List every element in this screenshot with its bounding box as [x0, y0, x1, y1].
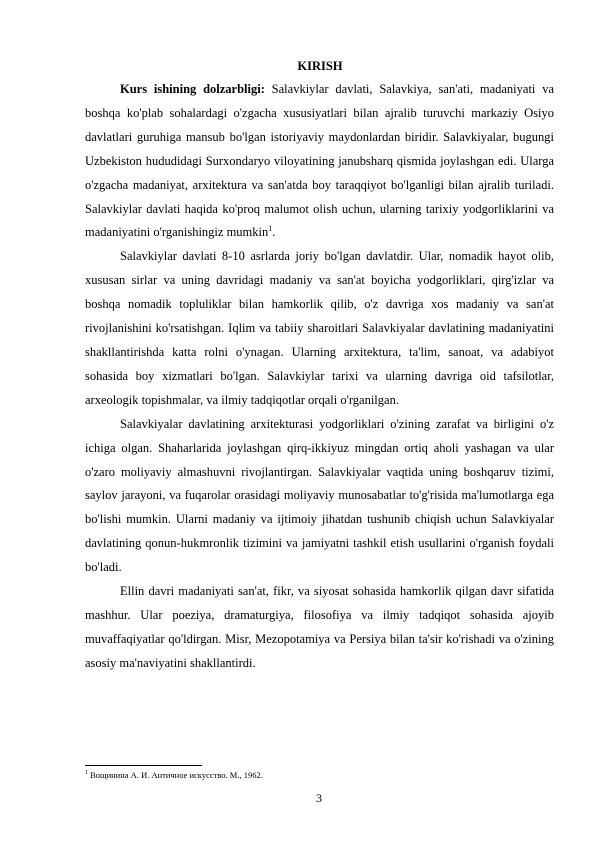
paragraph-hellenistic: Ellin davri madaniyati san'at, fikr, va siyosat sohasida hamkorlik qilgan davr sifatida mashhur. Ular poeziya, dramaturgiya, filosofiya va ilmiy tadqiqot sohasida ajoyib muvaffaqiyatlar qo'ldirgan. Misr, Mezopotamiya va Persiya bilan ta'sir ko'rishadi va o'zining asosiy ma'naviyatini shakllantirdi.: [85, 584, 554, 670]
page-number: 3: [316, 791, 322, 805]
footnote: [85, 770, 554, 781]
paragraph-text: Salavkiylar davlati, Salavkiya, san'ati, madaniyati va boshqa ko'plab sohalardagi o'zgacha xususiyatlari bilan ajralib turuvchi markaziy Osiyo davlatlari guruhiga mansub bo'lgan istoriyaviy maydonlardan biridir. Salavkiyalar, bugungi Uzbekiston hududidagi Surxondaryo viloyatining janubsharq qismida joylashgan edi. Ularga o'zgacha madaniyat, arxitektura va san'atda boy taraqqiyot bo'lganligi bilan ajralib turiladi. Salavkiylar davlati haqida ko'proq malumot olish uchun, ularning tarixiy yodgorliklarini va madaniyatini o'rganishingiz mumkin: [85, 82, 554, 240]
paragraph-relevance: [85, 78, 554, 245]
footnote-number: 1: [85, 770, 88, 777]
paragraph-history: Salavkiylar davlati 8-10 asrlarda joriy bo'lgan davlatdir. Ular, nomadik hayot olib, xususan sirlar va uning davridagi madaniy va san'at boyicha yodgorliklari, qirg'izlar va boshqa nomadik topluliklar bilan hamkorlik qilib, o'z davriga xos madaniy va san'at rivojlanishini ko'rsatishgan. Iqlim va tabiiy sharoitlari Salavkiyalar davlatining madaniyatini shakllantirishda katta rolni o'ynagan. Ularning arxitektura, ta'lim, sanoat, va adabiyot sohasida boy xizmatlari bo'lgan. Salavkiylar tarixi va ularning davriga oid tafsilotlar, arxeologik topishmalar, va ilmiy tadqiqotlar orqali o'rganilgan.: [85, 249, 554, 407]
footnote-reference: 1: [268, 224, 273, 234]
footnote-divider: [85, 765, 202, 766]
paragraph-end: .: [272, 225, 276, 240]
body-text: [85, 78, 554, 676]
paragraph-architecture: Salavkiyalar davlatining arxitekturasi yodgorliklari o'zining zarafat va birligini o'z ichiga olgan. Shaharlarida joylashgan qirq-ikkiyuz mingdan ortiq aholi yashagan va ular o'zaro moliyaviy almashuvni rivojlantirgan. Salavkiyalar vaqtida uning boshqaruv tizimi, saylov jarayoni, va fuqarolar orasidagi moliyaviy munosabatlar to'g'risida ma'lumotlarga ega bo'lishi mumkin. Ularni madaniy va ijtimoiy jihatdan tushunib chiqish uchun Salavkiyalar davlatining qonun-hukmronlik tizimini va jamiyatni tashkil etish usullarini o'rganish foydali bo'ladi.: [85, 416, 554, 575]
paragraph-lead: Kurs ishining dolzarbligi:: [120, 82, 265, 96]
page-title: KIRISH: [297, 59, 343, 73]
footnote-text: Вощинина А. И. Античное искусство. М., 1962.: [88, 770, 263, 780]
